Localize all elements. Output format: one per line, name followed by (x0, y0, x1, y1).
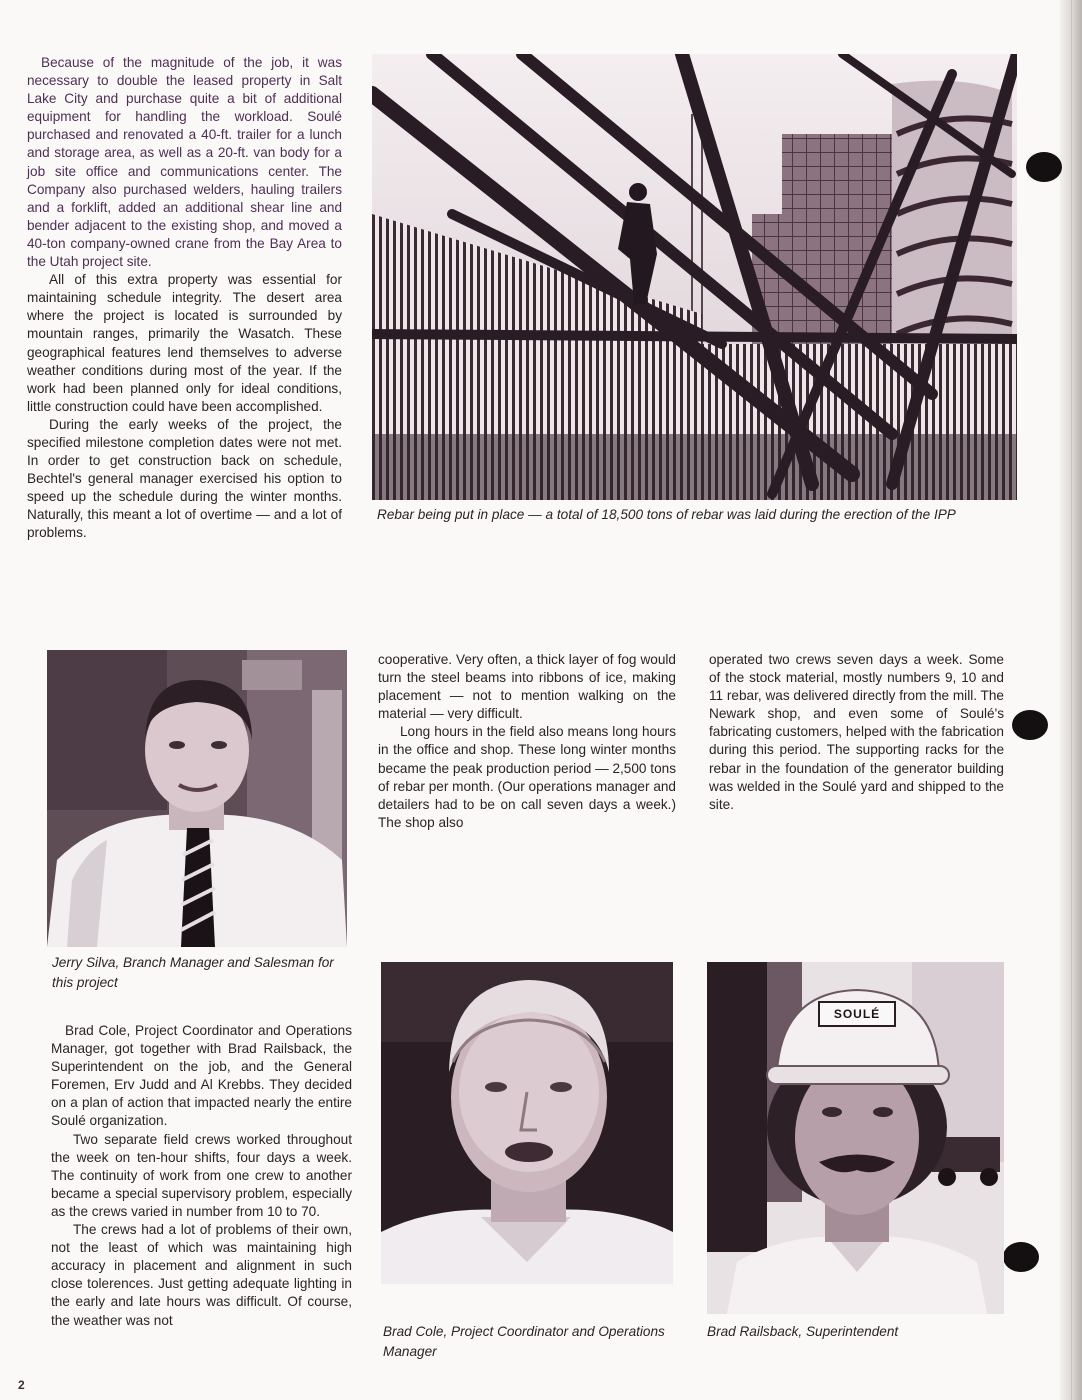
binder-hole (1026, 152, 1062, 182)
paragraph: cooperative. Very often, a thick layer of fog would turn the steel beams into ribbons of ice, making placement — not to mention walking on the material — very difficult. (378, 652, 676, 722)
brad-railsback-photo (707, 962, 1004, 1314)
page-number: 2 (18, 1378, 25, 1392)
helmet-label: SOULÉ (833, 1007, 881, 1021)
binder-hole (1003, 1242, 1039, 1272)
page-edge-line (1071, 0, 1072, 1400)
jerry-silva-caption: Jerry Silva, Branch Manager and Salesman for this project (52, 955, 334, 990)
paragraph: Brad Cole, Project Coordinator and Operations Manager, got together with Brad Railsback, the Superintendent on the job, and the General Foremen, Erv Judd and Al Krebbs. They decided on a plan of action that impacted nearly the entire Soulé organization. (51, 1023, 352, 1129)
article-column-middle (378, 651, 676, 832)
brad-cole-caption: Brad Cole, Project Coordinator and Operations Manager (383, 1324, 665, 1359)
paragraph: Two separate field crews worked throughout the week on ten-hour shifts, four days a week. The continuity of work from one crew to another became a special supervisory problem, especially as the crews varied in number from 10 to 70. (51, 1131, 352, 1219)
binder-hole (1012, 710, 1048, 740)
brad-railsback-caption: Brad Railsback, Superintendent (707, 1324, 899, 1339)
article-column-top-left (27, 54, 342, 543)
paragraph: Because of the magnitude of the job, it was necessary to double the leased property in Salt Lake City and purchase quite a bit of additional equipment for handling the workload. Soulé purchased and renovated a 40-ft. trailer for a lunch and storage area, as well as a 20-ft. van body for a job site office and communications center. The Company also purchased welders, hauling trailers and a forklift, added an additional shear line and bender adjacent to the existing shop, and moved a 40-ton company-owned crane from the Bay Area to the Utah project site. (27, 55, 342, 270)
paragraph: The crews had a lot of problems of their own, not the least of which was maintaining high accuracy in placement and alignment in such close tolerences. Just getting adequate lighting in the early and late hours was difficult. Of course, the weather was not (51, 1222, 352, 1328)
paragraph: operated two crews seven days a week. Some of the stock material, mostly numbers 9, 10 and 11 rebar, was delivered directly from the mill. The Newark shop, and even some of Soulé's fabricating customers, helped with the fabrication during this period. The supporting racks for the rebar in the foundation of the generator building was welded in the Soulé yard and shipped to the site. (709, 652, 1004, 812)
rebar-photo (372, 54, 1017, 500)
paragraph: During the early weeks of the project, the specified milestone completion dates were not met. In order to get construction back on schedule, Bechtel's general manager exercised his option to speed up the schedule during the winter months. Naturally, this meant a lot of overtime — and a lot of problems. (27, 416, 342, 541)
jerry-silva-photo (47, 650, 347, 947)
article-column-bottom-left (51, 1022, 352, 1330)
article-column-right (709, 651, 1004, 814)
brad-cole-photo (381, 962, 673, 1284)
paragraph: Long hours in the field also means long hours in the office and shop. These long winter months became the peak production period — 2,500 tons of rebar per month. (Our operations manager and detailers had to be on call seven days a week.) The shop also (378, 724, 676, 830)
rebar-photo-caption: Rebar being put in place — a total of 18,500 tons of rebar was laid during the erection of the IPP (377, 507, 956, 522)
paragraph: All of this extra property was essential for maintaining schedule integrity. The desert area where the project is located is surrounded by mountain ranges, primarily the Wasatch. These geographical features lend themselves to adverse weather conditions during most of the year. If the work had been planned only for ideal conditions, little construction could have been accomplished. (27, 272, 342, 414)
